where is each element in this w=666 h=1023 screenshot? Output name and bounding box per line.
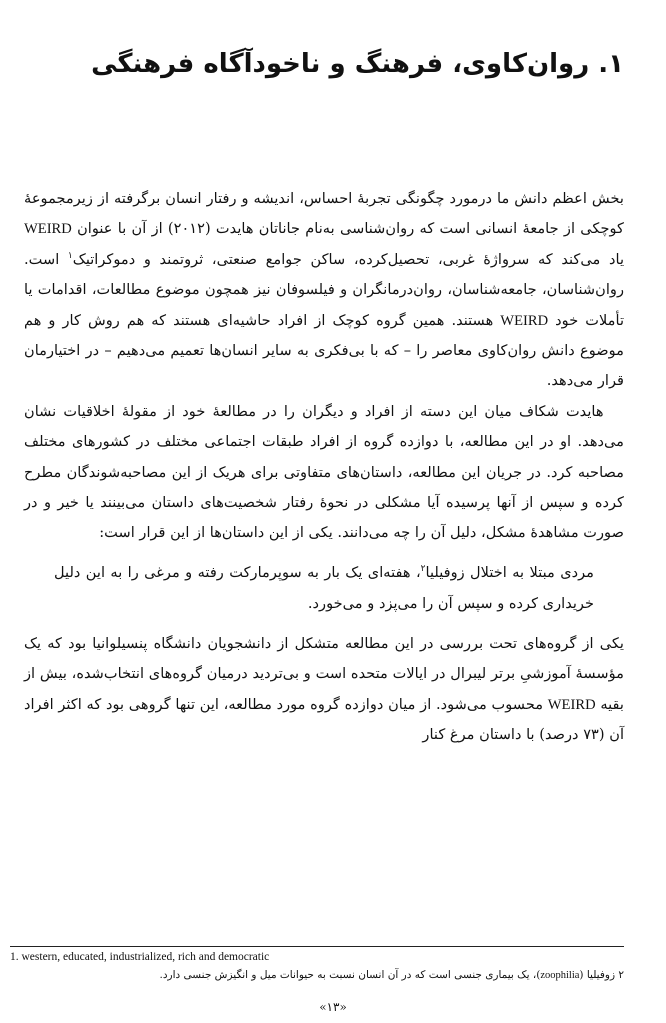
footnote-2-part-a: ۲ زوفیلیا ( — [579, 969, 624, 981]
footnote-divider — [10, 946, 624, 947]
body-text — [24, 184, 624, 751]
paragraph-1-part-d: هستند. همین گروه کوچک از افراد حاشیه‌ای هستند که هم روش کار و هم موضوع دانش روان‌کاوی معاصر را – که با بی‌فکری به سایر انسان‌ها تعمیم می‌دهیم – در اختیارمان قرار می‌دهد. — [24, 311, 624, 390]
weird-term: WEIRD — [500, 312, 549, 329]
paragraph-3-part-b: محسوب می‌شود. از میان دوازده گروه مورد مطالعه، این تنها گروهی بود که اکثر افراد آن (۷۳ درصد) با داستان مرغ کنار — [24, 695, 624, 744]
footnote-2-latin-term: zoophilia — [540, 970, 580, 981]
paragraph-2: هایدت شکاف میان این دسته از افراد و دیگران را در مطالعهٔ خود از مقولهٔ اخلاقیات نشان می‌دهد. او در این مطالعه، با دوازده گروه از افراد طبقات اجتماعی مختلف در کشورهای مختلف مصاحبه کرد. در جریان این مطالعه، داستان‌های متفاوتی برای هریک از این مصاحبه‌شوندگان مطرح کرده و سپس از آنها پرسیده آیا مشکلی در نحوهٔ رفتار شخصیت‌های داستان می‌بینند یا خیر و در صورت مشاهدهٔ مشکل، دلیل آن را چه می‌دانند. یکی از این داستان‌ها از این قرار است: — [24, 402, 624, 542]
footnote-ref-2: ۲ — [420, 564, 426, 575]
block-quote — [54, 557, 594, 619]
footnote-ref-1: ۱ — [67, 250, 73, 261]
paragraph-1-part-b: یاد می‌کند که سرواژهٔ غربی، تحصیل‌کرده، ساکن جوامع صنعتی، ثروتمند و دموکراتیک — [72, 250, 625, 268]
weird-term: WEIRD — [547, 696, 596, 713]
page-number: «۱۳» — [319, 1000, 347, 1014]
chapter-heading: ۱. روان‌کاوی، فرهنگ و ناخودآگاه فرهنگی — [91, 49, 624, 79]
paragraph-1-part-c: است. روان‌شناسان، جامعه‌شناسان، روان‌درمانگران و فیلسوفان نیز همچون موضوع مطالعات، اقدامات یا تأملات خود — [24, 250, 625, 329]
weird-term: WEIRD — [24, 221, 72, 238]
footnote-1: 1. western, educated, industrialized, rich and democratic — [10, 951, 270, 963]
quote-part-b: ، هفته‌ای یک بار به سوپرمارکت رفته و مرغی را به این دلیل خریداری کرده و سپس آن را می‌پزد و می‌خورد. — [54, 563, 594, 612]
paragraph-3 — [24, 629, 624, 751]
quote-part-a: مردی مبتلا به اختلال زوفیلیا — [425, 563, 594, 581]
paragraph-1 — [24, 184, 624, 397]
footnote-2 — [10, 966, 624, 985]
paragraph-3-part-a: یکی از گروه‌های تحت بررسی در این مطالعه متشکل از دانشجویان دانشگاه پنسیلوانیا بود که یک مؤسسهٔ آموزشیِ برتر لیبرال در ایالات متحده است و بی‌تردید درمیان گروه‌های انتخاب‌شده، بیش از بقیه — [24, 634, 624, 713]
paragraph-1-part-a: بخش اعظم دانش ما درمورد چگونگی تجربهٔ احساس، اندیشه و رفتار انسان برگرفته از زیرمجموعهٔ کوچکی از جامعهٔ انسانی است که روان‌شناسی به‌نام جاناتان هایدت (۲۰۱۲) از آن با عنوان — [24, 190, 624, 238]
footnote-2-part-b: )، یک بیماری جنسی است که در آن انسان نسبت به حیوانات میل و انگیزش جنسی دارد. — [159, 969, 541, 981]
footnotes — [10, 946, 624, 985]
